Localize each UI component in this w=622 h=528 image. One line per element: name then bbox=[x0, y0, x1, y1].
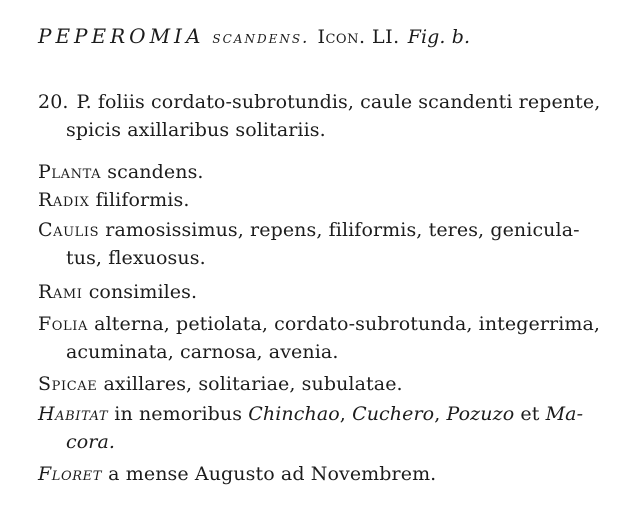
entry-text: acuminata, carnosa, avenia. bbox=[66, 341, 339, 363]
place-name: Ma- bbox=[545, 403, 584, 425]
entry-habitat-continued bbox=[66, 430, 115, 454]
diagnosis-text-1: P. foliis cordato-subrotundis, caule scandenti repente, bbox=[76, 91, 601, 113]
entry-term: Planta bbox=[38, 161, 102, 183]
entry-text: a mense Augusto ad Novembrem. bbox=[108, 463, 437, 485]
entry-caulis bbox=[38, 218, 580, 242]
separator: , bbox=[434, 403, 441, 425]
entry-term: Radix bbox=[38, 189, 90, 211]
genus-title: PEPEROMIA bbox=[38, 24, 205, 48]
entry-habitat bbox=[38, 402, 583, 426]
diagnosis-number: 20. bbox=[38, 91, 69, 113]
entry-text: tus, flexuosus. bbox=[66, 247, 206, 269]
place-name: Chinchao bbox=[248, 403, 340, 425]
page-header bbox=[38, 24, 470, 50]
entry-spicae bbox=[38, 372, 403, 396]
diagnosis-text-2: spicis axillaribus solitariis. bbox=[66, 119, 326, 141]
entry-text: ramosissimus, repens, filiformis, teres, genicula- bbox=[105, 219, 580, 241]
entry-text: axillares, solitariae, subulatae. bbox=[103, 373, 403, 395]
species-title: scandens. bbox=[212, 28, 310, 48]
place-name: Pozuzo bbox=[446, 403, 515, 425]
entry-text: in nemoribus bbox=[114, 403, 243, 425]
entry-text: consimiles. bbox=[88, 281, 198, 303]
entry-term: Habitat bbox=[38, 403, 109, 425]
separator: , bbox=[339, 403, 346, 425]
entry-planta bbox=[38, 160, 204, 184]
entry-term: Spicae bbox=[38, 373, 98, 395]
entry-term: Rami bbox=[38, 281, 83, 303]
diagnosis-line-2 bbox=[66, 118, 326, 142]
figure-reference: Fig. b. bbox=[407, 26, 471, 48]
entry-caulis-continued bbox=[66, 246, 206, 270]
place-name: cora. bbox=[66, 431, 116, 453]
entry-term: Floret bbox=[38, 463, 103, 485]
entry-folia-continued bbox=[66, 340, 338, 364]
entry-floret bbox=[38, 462, 436, 486]
entry-radix bbox=[38, 188, 189, 212]
entry-text: alterna, petiolata, cordato-subrotunda, integerrima, bbox=[94, 313, 601, 335]
entry-rami bbox=[38, 280, 197, 304]
place-name: Cuchero bbox=[352, 403, 435, 425]
entry-term: Caulis bbox=[38, 219, 100, 241]
entry-text: scandens. bbox=[107, 161, 204, 183]
icon-reference: Icon. LI. bbox=[317, 26, 400, 48]
entry-text: et bbox=[520, 403, 540, 425]
entry-text: filiformis. bbox=[95, 189, 190, 211]
diagnosis-line-1 bbox=[38, 90, 600, 114]
entry-folia bbox=[38, 312, 600, 336]
entry-term: Folia bbox=[38, 313, 88, 335]
